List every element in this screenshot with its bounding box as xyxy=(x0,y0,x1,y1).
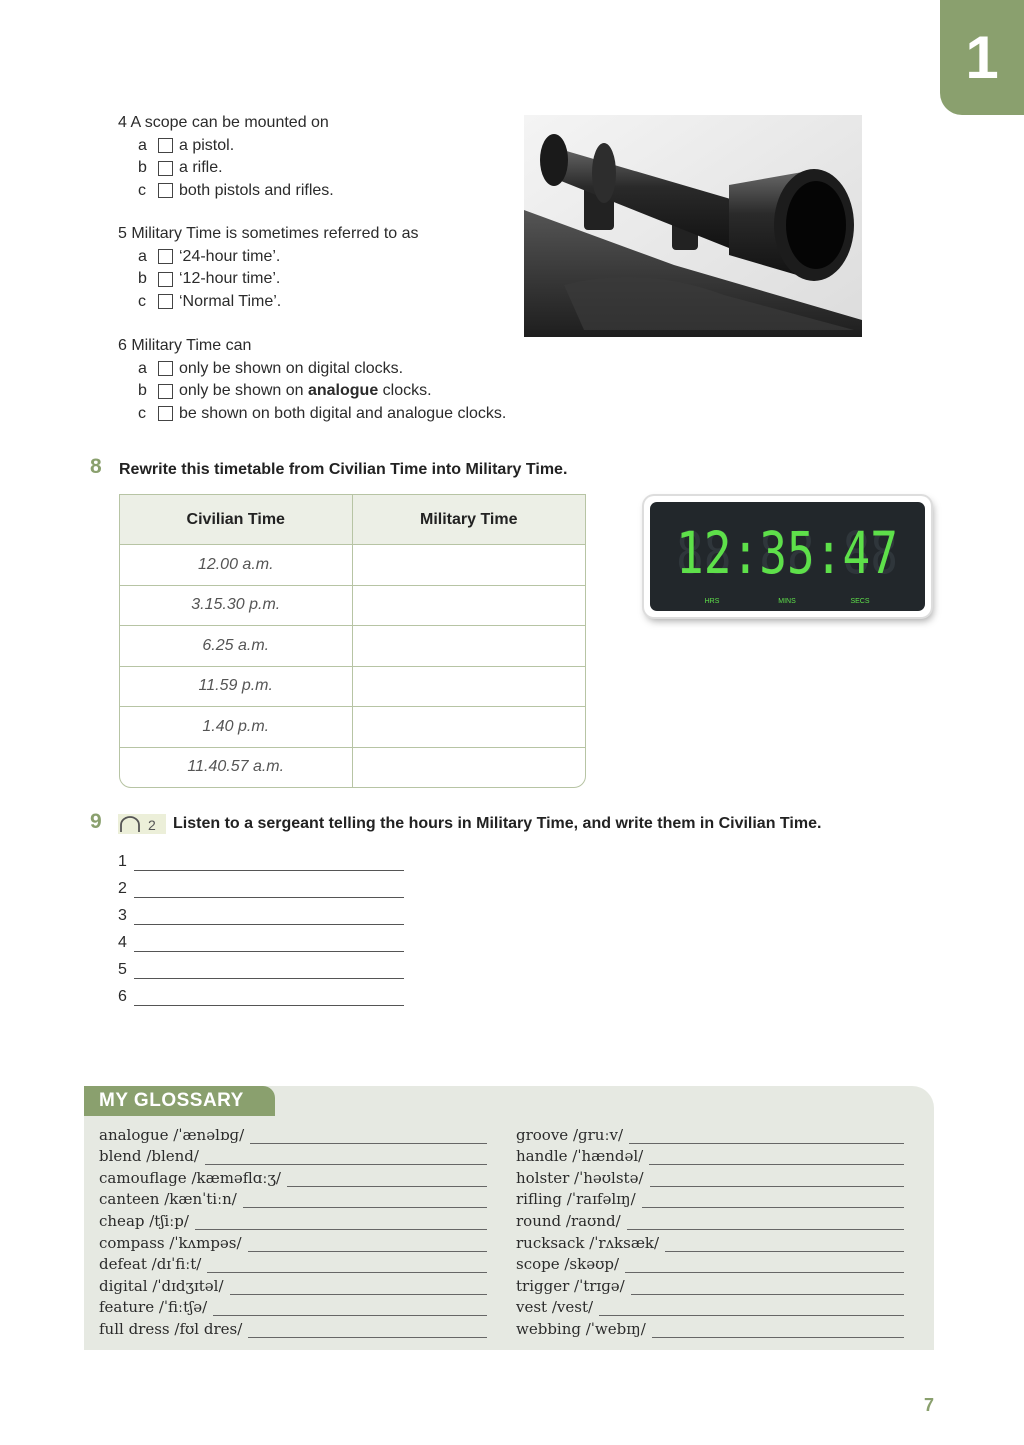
write-line[interactable] xyxy=(650,1172,905,1187)
write-line[interactable] xyxy=(642,1193,904,1208)
write-line[interactable] xyxy=(134,985,404,1006)
line-number: 4 xyxy=(118,934,127,951)
rifle-scope-photo xyxy=(524,115,862,337)
option-letter: c xyxy=(138,292,146,310)
option-letter: c xyxy=(138,404,146,422)
glossary-word: holster /ˈhəʊlstə/ xyxy=(516,1168,644,1187)
write-line[interactable] xyxy=(649,1150,904,1165)
glossary-left-column xyxy=(99,1122,487,1338)
glossary-word: round /raʊnd/ xyxy=(516,1211,621,1230)
exercise-8-number: 8 xyxy=(90,455,102,478)
military-time-answer-cell[interactable] xyxy=(353,626,586,667)
column-header-civilian: Civilian Time xyxy=(120,495,353,545)
question-5 xyxy=(118,223,419,313)
option-letter: a xyxy=(138,359,147,377)
write-line[interactable] xyxy=(134,877,404,898)
write-line[interactable] xyxy=(248,1237,487,1252)
glossary-item xyxy=(99,1252,487,1274)
checkbox[interactable] xyxy=(158,272,173,287)
unit-tab xyxy=(940,0,1024,115)
option-letter: a xyxy=(138,247,147,265)
option-letter: b xyxy=(138,159,147,176)
line-number: 2 xyxy=(118,880,127,897)
write-line[interactable] xyxy=(230,1280,487,1295)
clock-label-hrs: HRS xyxy=(704,598,720,605)
option-a[interactable] xyxy=(118,246,419,269)
glossary-item xyxy=(99,1273,487,1295)
write-line[interactable] xyxy=(134,958,404,979)
track-number: 2 xyxy=(148,817,156,833)
write-line[interactable] xyxy=(287,1172,487,1187)
glossary-word: cheap /tʃiːp/ xyxy=(99,1211,189,1230)
glossary-item xyxy=(99,1316,487,1338)
checkbox[interactable] xyxy=(158,249,173,264)
option-text: both pistols and rifles. xyxy=(179,181,334,199)
glossary-word: handle /ˈhændəl/ xyxy=(516,1147,644,1166)
exercise-9-number: 9 xyxy=(90,810,102,833)
line-number: 5 xyxy=(118,961,127,978)
question-4 xyxy=(118,112,334,202)
write-line[interactable] xyxy=(652,1323,904,1338)
option-text: ‘12-hour time’. xyxy=(179,270,281,287)
table-row xyxy=(120,626,585,667)
option-c[interactable] xyxy=(118,403,506,426)
option-text-post: clocks. xyxy=(378,382,432,399)
glossary-word: canteen /kænˈtiːn/ xyxy=(99,1190,237,1209)
option-a[interactable] xyxy=(118,135,334,158)
civilian-time-cell: 3.15.30 p.m. xyxy=(120,586,353,627)
glossary-word: rucksack /ˈrʌksæk/ xyxy=(516,1233,660,1252)
option-text: be shown on both digital and analogue clocks. xyxy=(179,404,507,422)
option-text: only be shown on digital clocks. xyxy=(179,359,404,377)
option-text: ‘24-hour time’. xyxy=(179,247,281,265)
glossary-word: vest /vest/ xyxy=(516,1298,594,1317)
glossary-word: compass /ˈkʌmpəs/ xyxy=(99,1233,242,1252)
glossary-item xyxy=(99,1230,487,1252)
glossary-item xyxy=(516,1144,904,1166)
line-number: 3 xyxy=(118,907,127,924)
glossary-item xyxy=(516,1122,904,1144)
option-c[interactable] xyxy=(118,180,334,203)
option-b[interactable] xyxy=(118,380,506,403)
clock-time-ghost: 88:88:88 xyxy=(676,519,898,588)
option-b[interactable] xyxy=(118,157,334,180)
write-line[interactable] xyxy=(599,1301,904,1316)
glossary-title: MY GLOSSARY xyxy=(84,1086,275,1116)
glossary-item xyxy=(99,1208,487,1230)
write-line[interactable] xyxy=(631,1280,904,1295)
checkbox[interactable] xyxy=(158,138,173,153)
glossary-item xyxy=(99,1165,487,1187)
answer-line[interactable] xyxy=(118,898,404,925)
write-line[interactable] xyxy=(665,1237,904,1252)
write-line[interactable] xyxy=(243,1193,487,1208)
digital-clock xyxy=(644,496,931,617)
timetable xyxy=(119,494,586,788)
question-6 xyxy=(118,335,506,425)
glossary-word: digital /ˈdɪdʒɪtəl/ xyxy=(99,1276,224,1295)
civilian-time-cell: 11.40.57 a.m. xyxy=(120,748,353,788)
clock-label-mins: MINS xyxy=(778,598,796,605)
clock-display xyxy=(650,502,925,611)
write-line[interactable] xyxy=(134,931,404,952)
glossary-word: scope /skəʊp/ xyxy=(516,1255,620,1274)
table-row xyxy=(120,586,585,627)
checkbox[interactable] xyxy=(158,294,173,309)
glossary-word: analogue /ˈænəlɒɡ/ xyxy=(99,1125,245,1144)
civilian-time-cell: 6.25 a.m. xyxy=(120,626,353,667)
write-line[interactable] xyxy=(629,1129,904,1144)
line-number: 6 xyxy=(118,988,127,1005)
glossary-item xyxy=(516,1208,904,1230)
glossary-item xyxy=(516,1316,904,1338)
answer-lines xyxy=(118,844,404,1006)
glossary-item xyxy=(99,1144,487,1166)
unit-number: 1 xyxy=(965,24,999,91)
line-number: 1 xyxy=(118,853,127,870)
option-letter: a xyxy=(138,136,147,154)
glossary-right-column xyxy=(516,1122,904,1338)
table-row xyxy=(120,707,585,748)
glossary-item xyxy=(516,1295,904,1317)
option-c[interactable] xyxy=(118,291,419,314)
glossary-item xyxy=(516,1165,904,1187)
page-number: 7 xyxy=(924,1395,935,1415)
option-text-pre: only be shown on xyxy=(179,382,308,399)
civilian-time-cell: 1.40 p.m. xyxy=(120,707,353,748)
answer-line[interactable] xyxy=(118,871,404,898)
question-stem: 5 Military Time is sometimes referred to as xyxy=(118,225,419,242)
write-line[interactable] xyxy=(625,1258,904,1273)
military-time-answer-cell[interactable] xyxy=(353,667,586,708)
write-line[interactable] xyxy=(213,1301,487,1316)
civilian-time-cell: 11.59 p.m. xyxy=(120,667,353,708)
table-row xyxy=(120,667,585,708)
glossary-word: blend /blend/ xyxy=(99,1147,199,1166)
glossary-item xyxy=(99,1122,487,1144)
option-letter: b xyxy=(138,382,147,399)
write-line[interactable] xyxy=(195,1215,487,1230)
answer-line[interactable] xyxy=(118,979,404,1006)
military-time-answer-cell[interactable] xyxy=(353,748,586,788)
option-text: a pistol. xyxy=(179,136,235,154)
write-line[interactable] xyxy=(134,904,404,925)
option-b[interactable] xyxy=(118,268,419,291)
clock-label-secs: SECS xyxy=(850,598,870,605)
glossary-item xyxy=(99,1187,487,1209)
glossary-word: full dress /fʊl dres/ xyxy=(99,1319,243,1338)
column-header-military: Military Time xyxy=(353,495,586,545)
glossary-item xyxy=(99,1295,487,1317)
glossary-item xyxy=(516,1273,904,1295)
headphones-icon xyxy=(118,814,166,834)
glossary-word: rifling /ˈraɪfəlɪŋ/ xyxy=(516,1190,636,1209)
table-row xyxy=(120,545,585,586)
glossary-word: webbing /ˈwebɪŋ/ xyxy=(516,1319,646,1338)
clock-screen xyxy=(650,502,925,611)
glossary-item xyxy=(516,1252,904,1274)
answer-line[interactable] xyxy=(118,952,404,979)
civilian-time-cell: 12.00 a.m. xyxy=(120,545,353,586)
glossary-word: defeat /dɪˈfiːt/ xyxy=(99,1255,202,1274)
checkbox[interactable] xyxy=(158,384,173,399)
option-text: ‘Normal Time’. xyxy=(179,292,282,310)
checkbox[interactable] xyxy=(158,183,173,198)
answer-line[interactable] xyxy=(118,844,404,871)
checkbox[interactable] xyxy=(158,406,173,421)
question-stem: 4 A scope can be mounted on xyxy=(118,114,329,131)
glossary-word: groove /ɡruːv/ xyxy=(516,1125,624,1144)
write-line[interactable] xyxy=(134,850,404,871)
checkbox[interactable] xyxy=(158,161,173,176)
glossary-item xyxy=(516,1187,904,1209)
glossary-word: trigger /ˈtrɪɡə/ xyxy=(516,1276,625,1295)
glossary-word: camouflage /kæməflɑːʒ/ xyxy=(99,1168,281,1187)
write-line[interactable] xyxy=(250,1129,487,1144)
exercise-8-instruction: Rewrite this timetable from Civilian Time into Military Time. xyxy=(119,461,568,478)
military-time-answer-cell[interactable] xyxy=(353,545,586,586)
option-text-bold: analogue xyxy=(307,382,379,399)
write-line[interactable] xyxy=(205,1150,487,1165)
write-line[interactable] xyxy=(207,1258,487,1273)
option-letter: c xyxy=(138,181,146,199)
write-line[interactable] xyxy=(627,1215,904,1230)
question-stem: 6 Military Time can xyxy=(118,337,252,354)
glossary-item xyxy=(516,1230,904,1252)
clock-time: 12:35:47 xyxy=(676,519,898,588)
option-letter: b xyxy=(138,270,147,287)
audio-track-badge[interactable] xyxy=(118,814,166,834)
write-line[interactable] xyxy=(248,1323,487,1338)
answer-line[interactable] xyxy=(118,925,404,952)
option-a[interactable] xyxy=(118,358,506,381)
military-time-answer-cell[interactable] xyxy=(353,586,586,627)
option-text: a rifle. xyxy=(179,159,223,176)
glossary-word: feature /ˈfiːtʃə/ xyxy=(99,1298,208,1317)
table-row xyxy=(120,748,585,788)
military-time-answer-cell[interactable] xyxy=(353,707,586,748)
checkbox[interactable] xyxy=(158,361,173,376)
exercise-9-instruction: Listen to a sergeant telling the hours in Military Time, and write them in Civilian Time. xyxy=(173,815,822,832)
